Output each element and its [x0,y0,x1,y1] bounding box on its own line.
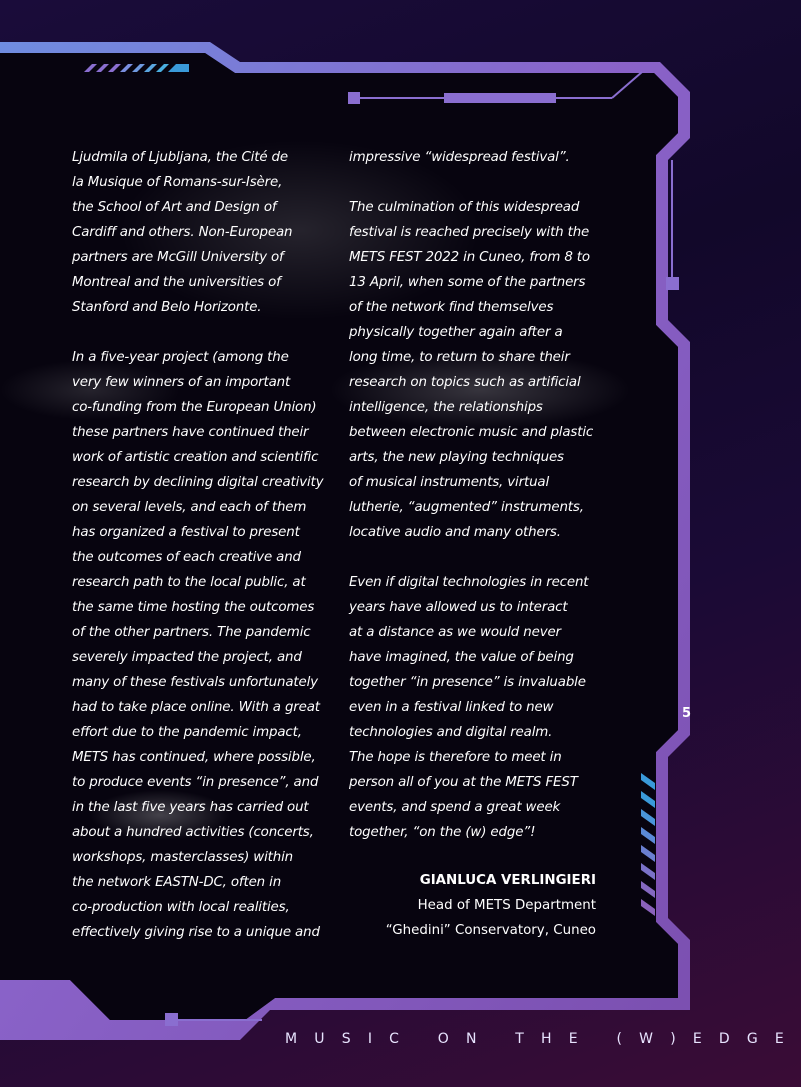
text-line: The culmination of this widespread [349,200,580,215]
text-line: many of these festivals unfortunately [72,675,318,690]
text-line: the network EASTN-DC, often in [72,875,282,890]
text-line: technologies and digital realm. [349,725,553,740]
signature-name: GIANLUCA VERLINGIERI [419,873,596,888]
text-line: intelligence, the relationships [349,400,543,415]
text-line: lutherie, “augmented” instruments, [349,500,584,515]
text-line: of musical instruments, virtual [349,475,550,490]
text-line: severely impacted the project, and [72,650,302,665]
text-line: festival is reached precisely with the [349,225,590,240]
text-line: has organized a festival to present [72,525,300,540]
left-text-column [72,145,332,945]
text-line: research by declining digital creativity [72,475,324,490]
text-line: co-production with local realities, [72,900,290,915]
text-line: of the network find themselves [349,300,554,315]
text-line: events, and spend a great week [349,800,561,815]
text-line: co-funding from the European Union) [72,400,317,415]
text-line: about a hundred activities (concerts, [72,825,314,840]
text-line: the School of Art and Design of [72,200,277,215]
text-line: person all of you at the METS FEST [349,775,578,790]
text-line: locative audio and many others. [349,525,561,540]
footer-title: MUSIC ON THE (W)EDGE [285,1031,801,1047]
text-line: the outcomes of each creative and [72,550,301,565]
text-line: research on topics such as artificial [349,375,581,390]
text-line: Cardiff and others. Non-European [72,225,293,240]
connector-square [348,92,360,104]
text-line: physically together again after a [349,325,563,340]
text-line: at a distance as we would never [349,625,561,640]
text-line: together, “on the (w) edge”! [349,825,536,840]
text-line: arts, the new playing techniques [349,450,564,465]
text-line: workshops, masterclasses) within [72,850,294,865]
text-line: Even if digital technologies in recent [349,575,589,590]
signature-block [386,868,596,943]
text-line: METS has continued, where possible, [72,750,316,765]
text-line: have imagined, the value of being [349,650,574,665]
text-line: research path to the local public, at [72,575,306,590]
text-line: 13 April, when some of the partners [349,275,586,290]
text-line: between electronic music and plastic [349,425,594,440]
text-line: even in a festival linked to new [349,700,554,715]
text-line: very few winners of an important [72,375,291,390]
right-text-column [349,145,609,845]
text-line: years have allowed us to interact [349,600,568,615]
text-line: on several levels, and each of them [72,500,307,515]
text-line: long time, to return to share their [349,350,570,365]
text-line: had to take place online. With a great [72,700,320,715]
text-line [349,545,609,570]
text-line: these partners have continued their [72,425,309,440]
text-line: Montreal and the universities of [72,275,281,290]
text-line: partners are McGill University of [72,250,284,265]
text-line: effort due to the pandemic impact, [72,725,302,740]
text-line: The hope is therefore to meet in [349,750,562,765]
connector-square [666,277,679,290]
page-number: 5 [682,706,692,721]
text-line: of the other partners. The pandemic [72,625,311,640]
text-line: in the last five years has carried out [72,800,309,815]
text-line: impressive “widespread festival”. [349,150,570,165]
text-line [72,320,332,345]
text-line [349,170,609,195]
text-line: Stanford and Belo Horizonte. [72,300,262,315]
text-line: Ljudmila of Ljubljana, the Cité de [72,150,288,165]
text-line: METS FEST 2022 in Cuneo, from 8 to [349,250,590,265]
signature-organization: “Ghedini” Conservatory, Cuneo [385,923,596,938]
text-line: effectively giving rise to a unique and [72,925,320,940]
signature-title: Head of METS Department [417,898,596,913]
text-line: work of artistic creation and scientific [72,450,319,465]
connector-bar [444,93,556,103]
connector-square [165,1013,178,1026]
text-line: In a five-year project (among the [72,350,289,365]
text-line: the same time hosting the outcomes [72,600,315,615]
text-line: to produce events “in presence”, and [72,775,319,790]
text-line: la Musique of Romans-sur-Isère, [72,175,283,190]
text-line: together “in presence” is invaluable [349,675,586,690]
